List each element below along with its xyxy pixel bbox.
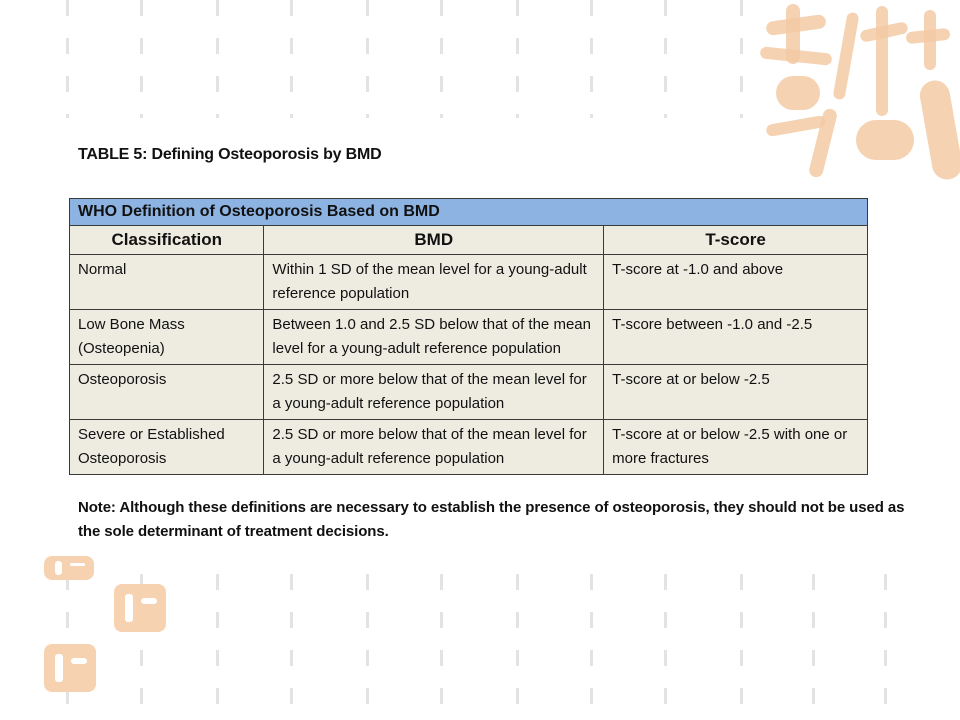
decorative-divider (290, 0, 293, 118)
table-caption: WHO Definition of Osteoporosis Based on BMD (70, 199, 868, 226)
header-tscore: T-score (604, 226, 868, 255)
cell-tscore: T-score between -1.0 and -2.5 (604, 310, 868, 365)
cell-classification: Low Bone Mass (Osteopenia) (70, 310, 264, 365)
table-row (70, 420, 868, 475)
decorative-divider (740, 574, 743, 720)
cell-bmd: 2.5 SD or more below that of the mean level for a young-adult reference population (264, 365, 604, 420)
cell-tscore: T-score at or below -2.5 (604, 365, 868, 420)
decorative-divider (590, 574, 593, 720)
table-note: Note: Although these definitions are necessary to establish the presence of osteoporosis, they should not be used as the sole determinant of treatment decisions. (78, 499, 905, 540)
decorative-divider (884, 574, 887, 720)
decorative-divider (66, 0, 69, 118)
cell-classification: Osteoporosis (70, 365, 264, 420)
seal-stamp-decoration (44, 644, 96, 692)
header-classification: Classification (70, 226, 264, 255)
table-row (70, 255, 868, 310)
table-row (70, 365, 868, 420)
table-caption-row (70, 199, 868, 226)
table-header-row (70, 226, 868, 255)
decorative-divider (440, 0, 443, 118)
decorative-divider (590, 0, 593, 118)
cell-bmd: 2.5 SD or more below that of the mean level for a young-adult reference population (264, 420, 604, 475)
decorative-divider (440, 574, 443, 720)
seal-stamp-decoration (44, 556, 94, 580)
decorative-divider (812, 574, 815, 720)
decorative-divider (216, 574, 219, 720)
who-definition-table (69, 198, 868, 475)
decorative-divider (366, 0, 369, 118)
cell-classification: Severe or Established Osteoporosis (70, 420, 264, 475)
decorative-divider (516, 0, 519, 118)
decorative-divider (216, 0, 219, 118)
decorative-divider (664, 574, 667, 720)
header-bmd: BMD (264, 226, 604, 255)
table-row (70, 310, 868, 365)
cell-classification: Normal (70, 255, 264, 310)
table-title: TABLE 5: Defining Osteoporosis by BMD (78, 146, 382, 163)
decorative-divider (366, 574, 369, 720)
cell-tscore: T-score at or below -2.5 with one or more fractures (604, 420, 868, 475)
calligraphy-seal-decoration (756, 0, 960, 190)
decorative-divider (140, 0, 143, 118)
decorative-divider (664, 0, 667, 118)
seal-stamp-decoration (114, 584, 166, 632)
cell-tscore: T-score at -1.0 and above (604, 255, 868, 310)
cell-bmd: Within 1 SD of the mean level for a young-adult reference population (264, 255, 604, 310)
cell-bmd: Between 1.0 and 2.5 SD below that of the mean level for a young-adult reference population (264, 310, 604, 365)
decorative-divider (740, 0, 743, 118)
decorative-divider (290, 574, 293, 720)
decorative-divider (516, 574, 519, 720)
